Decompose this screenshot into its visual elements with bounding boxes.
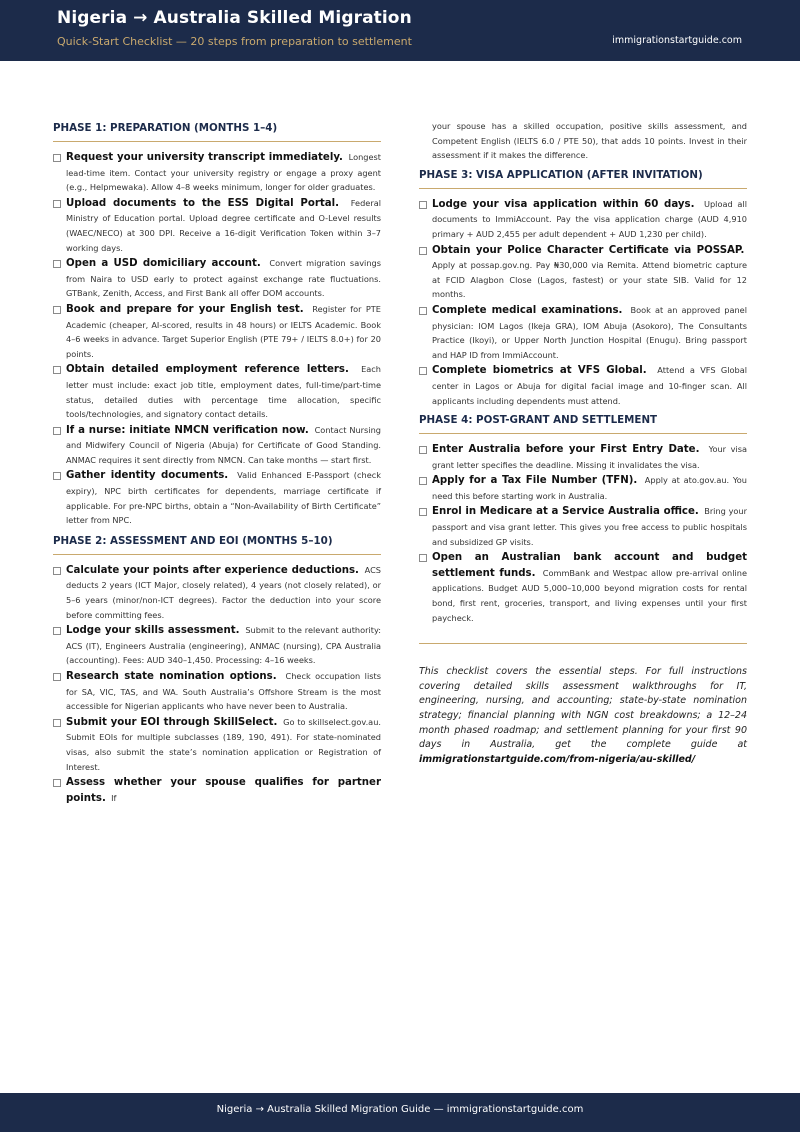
checklist-item-title: Complete medical examinations. xyxy=(432,304,623,316)
checklist-item xyxy=(53,775,381,806)
checklist-item xyxy=(419,550,747,625)
closing-text: This checklist covers the essential steps. For full instructions covering detailed skills assessment walkthroughs for IT, engineering, nursing, and accounting; state-by-state nomination strategy; financial planning with NGN cost breakdowns; a 12–24 month phased roadmap; and settlement planning for your first 90 days in Australia, get the complete guide at xyxy=(419,666,747,751)
checklist-item xyxy=(419,197,747,242)
checklist-item-description: Convert migration savings from Naira to USD early to protect against exchange rate fluctuations. GTBank, Zenith, Access, and First Bank all offer DOM accounts. xyxy=(66,258,381,299)
checklist-item xyxy=(419,504,747,549)
checklist-item-description: Contact Nursing and Midwifery Council of Nigeria (Abuja) for Certificate of Good Standing. ANMAC requires it sent directly from NMCN. Can take months — start first. xyxy=(66,424,381,465)
page-footer xyxy=(0,1093,800,1132)
phase-3-heading: PHASE 3: VISA APPLICATION (AFTER INVITATION) xyxy=(419,165,747,189)
footer-text: Nigeria → Australia Skilled Migration Guide — immigrationstartguide.com xyxy=(216,1104,584,1115)
checklist-item xyxy=(53,302,381,361)
checklist-item xyxy=(53,150,381,195)
checkbox-icon[interactable] xyxy=(419,247,427,255)
checklist-item xyxy=(53,623,381,668)
checklist-item xyxy=(53,669,381,714)
page-header xyxy=(0,0,800,61)
guide-link[interactable]: immigrationstartguide.com/from-nigeria/au-skilled/ xyxy=(419,753,696,765)
checkbox-icon[interactable] xyxy=(53,200,61,208)
checklist-item-title: Gather identity documents. xyxy=(66,470,229,482)
checklist-item xyxy=(53,196,381,255)
checklist-item-description: Longest lead-time item. Contact your university registry or engage a proxy agent (e.g., Helpmewaka). Allow 4–8 weeks minimum, longer for older graduates. xyxy=(66,152,381,193)
checklist-item-description: Check occupation lists for SA, VIC, TAS, and WA. South Australia’s Offshore Stream is the most accessible for Nigerian applicants who have never been to Australia. xyxy=(66,671,381,712)
checkbox-icon[interactable] xyxy=(53,306,61,314)
checklist-item-description: Submit to the relevant authority: ACS (IT), Engineers Australia (engineering), ANMAC (nursing), CPA Australia (accounting). Fees: AUD 340–1,450. Processing: 4–16 weeks. xyxy=(66,625,381,666)
checklist-item-title: Lodge your skills assessment. xyxy=(66,625,240,637)
phase-2-list xyxy=(53,563,381,807)
phase-2-heading: PHASE 2: ASSESSMENT AND EOI (MONTHS 5–10) xyxy=(53,531,381,555)
checklist-item-description: CommBank and Westpac allow pre-arrival online applications. Budget AUD 5,000–10,000 beyond migration costs for rental bond, first rent, groceries, transport, and living expenses until your first paycheck. xyxy=(432,567,747,623)
right-column xyxy=(419,119,747,767)
checklist-item xyxy=(53,468,381,527)
checklist-item-title: Lodge your visa application within 60 days. xyxy=(432,198,695,210)
phase-1-heading: PHASE 1: PREPARATION (MONTHS 1–4) xyxy=(53,118,381,142)
checklist-item-description: Valid Enhanced E-Passport (check expiry), NPC birth certificates for dependents, marriage certificate if applicable. For pre-NPC births, obtain a “Non-Availability of Birth Certificate” letter from NPC. xyxy=(66,470,381,526)
checklist-item-description: Attend a VFS Global center in Lagos or Abuja for digital facial image and 10-finger scan. All applicants including dependents must attend. xyxy=(432,365,747,406)
checklist-item-title: Submit your EOI through SkillSelect. xyxy=(66,716,278,728)
checkbox-icon[interactable] xyxy=(419,307,427,315)
left-column xyxy=(53,118,381,807)
checkbox-icon[interactable] xyxy=(53,673,61,681)
checkbox-icon[interactable] xyxy=(53,567,61,575)
checklist-item-title: Obtain detailed employment reference letters. xyxy=(66,364,349,376)
checklist-item-description: Your visa grant letter specifies the deadline. Missing it invalidates the visa. xyxy=(432,444,747,470)
checklist-item-description: Register for PTE Academic (cheaper, AI-scored, results in 48 hours) or IELTS Academic. Book 4–6 weeks in advance. Target Superior English (PTE 79+ / IELTS 8.0+) for 20 points. xyxy=(66,303,381,359)
phase-1-list xyxy=(53,150,381,528)
checklist-item xyxy=(53,256,381,301)
phase-4-list xyxy=(419,442,747,625)
checkbox-icon[interactable] xyxy=(419,477,427,485)
checklist-item-title: Research state nomination options. xyxy=(66,671,277,682)
phase-4-heading: PHASE 4: POST-GRANT AND SETTLEMENT xyxy=(419,410,747,434)
checklist-item-description: Book at an approved panel physician: IOM Lagos (Ikeja GRA), IOM Abuja (Asokoro), The Consultants Practice (Ikoyi), or Upper North Junction Hospital (Enugu). Bring passport and HAP ID from ImmiAccount. xyxy=(432,304,747,360)
checkbox-icon[interactable] xyxy=(419,446,427,454)
checklist-item-title: Enrol in Medicare at a Service Australia office. xyxy=(432,506,699,518)
checklist-item-title: Request your university transcript immediately. xyxy=(66,152,343,163)
checklist-item xyxy=(419,303,747,362)
checkbox-icon[interactable] xyxy=(53,260,61,268)
checkbox-icon[interactable] xyxy=(53,154,61,162)
checklist-item-title: Open a USD domiciliary account. xyxy=(66,258,261,270)
checkbox-icon[interactable] xyxy=(53,472,61,480)
checklist-item-title: Book and prepare for your English test. xyxy=(66,303,304,315)
document-subtitle: Quick-Start Checklist — 20 steps from preparation to settlement xyxy=(57,35,412,48)
checklist-item xyxy=(419,473,747,503)
checklist-item-description: Go to skillselect.gov.au. Submit EOIs for multiple subclasses (189, 190, 491). For state-nominated visas, also submit the state’s nomination application or Registration of Interest. xyxy=(66,716,381,772)
checklist-item-title: Enter Australia before your First Entry Date. xyxy=(432,444,700,456)
checklist-item-title: Apply for a Tax File Number (TFN). xyxy=(432,475,638,487)
phase-2-item-continuation: your spouse has a skilled occupation, positive skills assessment, and Competent English (IELTS 6.0 / PTE 50), that adds 10 points. Invest in their assessment if it makes the difference. xyxy=(432,121,747,161)
phase-3-list xyxy=(419,197,747,408)
checkbox-icon[interactable] xyxy=(419,508,427,516)
header-site-link[interactable]: immigrationstartguide.com xyxy=(612,35,742,46)
checkbox-icon[interactable] xyxy=(419,554,427,562)
checklist-item-title: Complete biometrics at VFS Global. xyxy=(432,365,647,377)
checklist-item-title: Calculate your points after experience deductions. xyxy=(66,564,359,576)
checklist-item-title: Upload documents to the ESS Digital Portal. xyxy=(66,197,340,209)
checklist-item-description: Federal Ministry of Education portal. Upload degree certificate and O-Level results (WAEC/NECO) at 300 DPI. Receive a 16-digit Verification Token within 3–7 working days. xyxy=(66,197,381,253)
checklist-item xyxy=(419,243,747,302)
checkbox-icon[interactable] xyxy=(53,719,61,727)
checklist-item xyxy=(419,442,747,472)
checklist-item-description: Bring your passport and visa grant letter. This gives you free access to public hospitals and subsidized GP visits. xyxy=(432,506,747,547)
checklist-item xyxy=(419,363,747,408)
checklist-item-description: Each letter must include: exact job title, employment dates, full-time/part-time status, detailed duties with percentage time allocation, specific tools/technologies, and signatory contact details. xyxy=(66,364,381,420)
checklist-item-description: ACS deducts 2 years (ICT Major, closely related), 4 years (not closely related), or 5–6 years (minor/non-ICT degrees). Factor the deduction into your score before committing fees. xyxy=(66,564,381,620)
checkbox-icon[interactable] xyxy=(419,201,427,209)
checklist-item-title: Open an Australian bank account and budget settlement funds. xyxy=(432,552,747,579)
checkbox-icon[interactable] xyxy=(53,627,61,635)
closing-divider xyxy=(419,643,747,644)
checklist-item xyxy=(53,715,381,774)
checklist-item-description: Apply at possap.gov.ng. Pay ₦30,000 via Remita. Attend biometric capture at FCID Alagbon Close (Lagos, fastest) or your state SIB. Valid for 12 months. xyxy=(432,260,747,300)
checkbox-icon[interactable] xyxy=(419,367,427,375)
checklist-item-title: Assess whether your spouse qualifies for partner points. xyxy=(66,777,381,804)
checkbox-icon[interactable] xyxy=(53,427,61,435)
document-title: Nigeria → Australia Skilled Migration xyxy=(57,8,412,28)
checklist-item xyxy=(53,362,381,421)
checklist-item-title: Obtain your Police Character Certificate via POSSAP. xyxy=(432,244,745,256)
checklist-item-description: If xyxy=(111,792,117,803)
checklist-item xyxy=(53,563,381,622)
closing-note xyxy=(419,665,747,767)
checkbox-icon[interactable] xyxy=(53,366,61,374)
checklist-item-title: If a nurse: initiate NMCN verification now. xyxy=(66,424,309,436)
checklist-item-description: Apply at ato.gov.au. You need this before starting work in Australia. xyxy=(432,475,747,501)
checkbox-icon[interactable] xyxy=(53,779,61,787)
checklist-item xyxy=(53,423,381,468)
checklist-item-description: Upload all documents to ImmiAccount. Pay the visa application charge (AUD 4,910 primary + AUD 2,455 per adult dependent + AUD 1,230 per child). xyxy=(432,198,747,239)
